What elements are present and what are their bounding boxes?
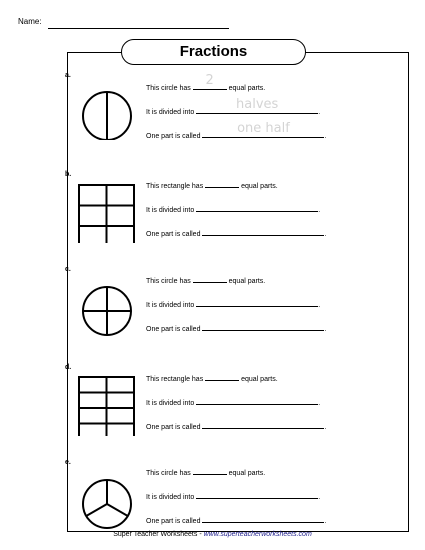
parts-line: This rectangle has equal parts. [146,372,278,383]
divided-line: It is divided into . [146,203,320,214]
section-b [0,171,425,251]
section-d [0,364,425,444]
traced-answer: halves [236,97,279,112]
rectangle-sixths-figure [78,179,138,243]
divided-line: It is divided into . [146,396,320,407]
section-c [0,266,425,346]
parts-blank[interactable] [205,372,239,381]
name-label: Name: [18,17,42,26]
section-letter: a. [65,72,71,79]
called-line: One part is called one half . [146,121,327,140]
section-letter: e. [65,459,71,466]
parts-line: This circle has equal parts. [146,274,265,285]
parts-line: This rectangle has equal parts. [146,179,278,190]
called-line: One part is called . [146,420,326,431]
divided-blank[interactable] [196,396,318,405]
parts-blank[interactable] [193,466,227,475]
circle-quarters-figure [78,274,138,338]
section-letter: d. [65,364,72,371]
rectangle-eighths-figure [78,372,138,436]
traced-answer: one half [237,121,290,136]
called-line: One part is called . [146,514,326,525]
called-blank[interactable] [202,227,324,236]
parts-blank[interactable] [205,179,239,188]
footer-brand: Super Teacher Worksheets [113,531,198,538]
called-blank[interactable] [202,322,324,331]
called-line: One part is called . [146,227,326,238]
circle-halves-figure [78,80,138,140]
divided-line: It is divided into . [146,298,320,309]
section-letter: c. [65,266,71,273]
name-line[interactable] [48,28,229,29]
section-e [0,459,425,539]
called-line: One part is called . [146,322,326,333]
footer-link[interactable]: www.superteacherworksheets.com [203,531,312,538]
parts-blank[interactable] [193,274,227,283]
footer [0,531,425,538]
footer-separator: - [197,531,204,538]
divided-line: It is divided into halves . [146,97,321,116]
divided-blank[interactable] [196,203,318,212]
divided-blank[interactable] [196,298,318,307]
circle-thirds-figure [78,467,138,531]
traced-answer: 2 [205,73,214,88]
called-blank[interactable] [202,514,324,523]
divided-blank[interactable] [196,490,318,499]
called-blank[interactable] [202,420,324,429]
parts-line: This circle has 2 equal parts. [146,73,266,92]
worksheet-title: Fractions [121,39,306,65]
section-letter: b. [65,171,72,178]
parts-blank[interactable] [193,73,227,90]
parts-line: This circle has equal parts. [146,466,265,477]
divided-line: It is divided into . [146,490,320,501]
section-a [0,72,425,152]
